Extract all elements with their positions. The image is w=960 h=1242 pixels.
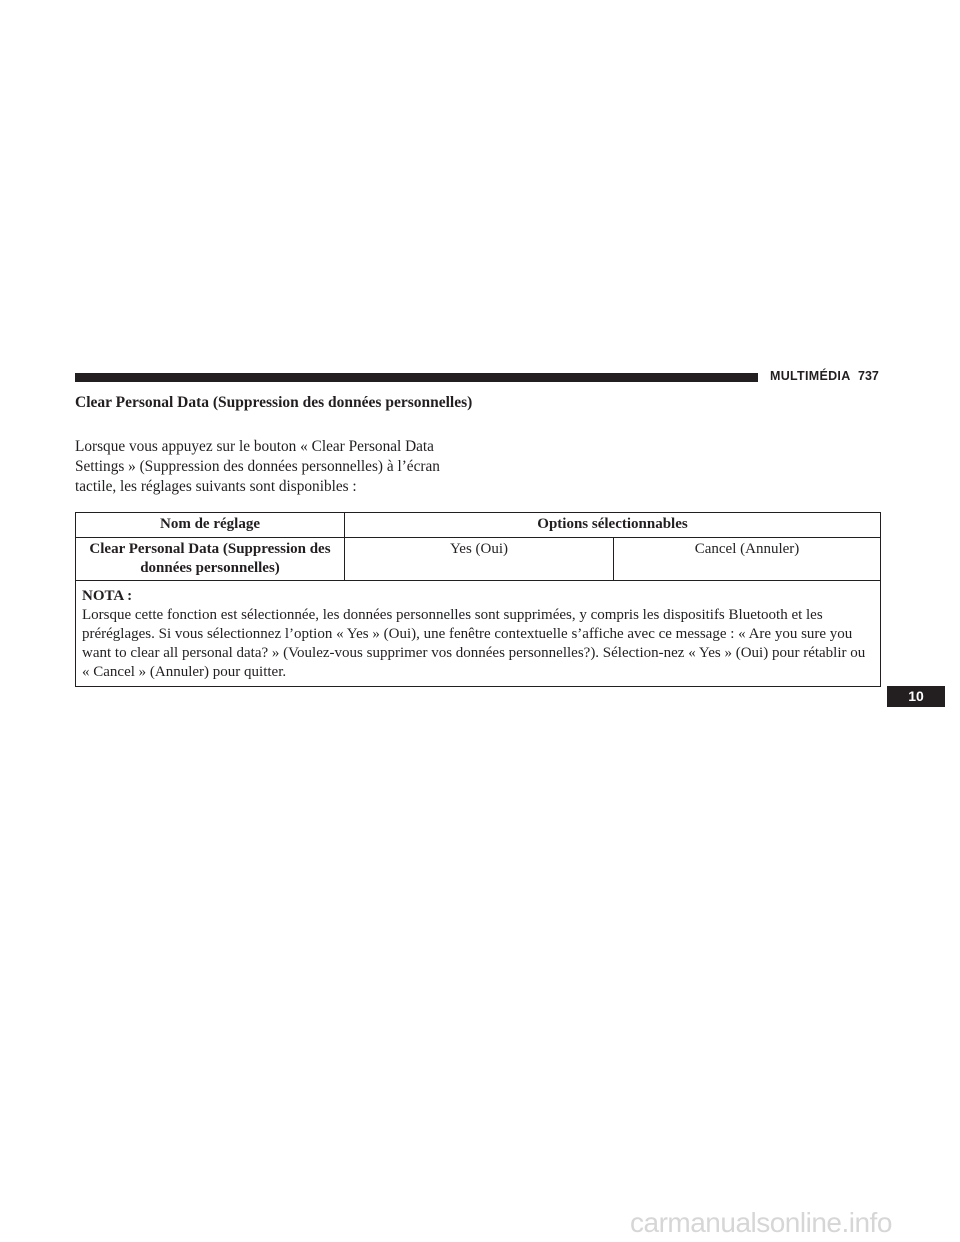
setting-name-cell: Clear Personal Data (Suppression des données personnelles) — [76, 538, 345, 581]
option-cancel-cell: Cancel (Annuler) — [614, 538, 881, 581]
section-heading: Clear Personal Data (Suppression des données personnelles) — [75, 394, 473, 411]
table-header-row — [76, 513, 881, 538]
page-number: 737 — [858, 369, 879, 383]
settings-table — [75, 512, 881, 687]
watermark: carmanualsonline.info — [630, 1207, 892, 1238]
intro-paragraph: Lorsque vous appuyez sur le bouton « Clear Personal Data Settings » (Suppression des données personnelles) à l’écran tactile, les réglages suivants sont disponibles : — [75, 438, 440, 495]
table-row — [76, 538, 881, 581]
note-text: Lorsque cette fonction est sélectionnée, les données personnelles sont supprimées, y compris les dispositifs Bluetooth et les préréglages. Si vous sélectionnez l’option « Yes » (Oui), une fenêtre contextuelle s’affiche avec ce message : « Are you sure you want to clear all personal data? » (Voulez-vous supprimer vos données personnelles?). Sélection-nez « Yes » (Oui) pour rétablir ou « Cancel » (Annuler) pour quitter. — [82, 607, 866, 680]
note-cell — [76, 581, 881, 687]
column-header-setting: Nom de réglage — [76, 513, 345, 538]
chapter-tab: 10 — [887, 686, 945, 707]
column-header-options: Options sélectionnables — [345, 513, 881, 538]
section-title: MULTIMÉDIA — [770, 369, 851, 383]
header-rule — [75, 373, 758, 382]
option-yes-cell: Yes (Oui) — [345, 538, 614, 581]
note-row — [76, 581, 881, 687]
note-label: NOTA : — [82, 588, 133, 604]
